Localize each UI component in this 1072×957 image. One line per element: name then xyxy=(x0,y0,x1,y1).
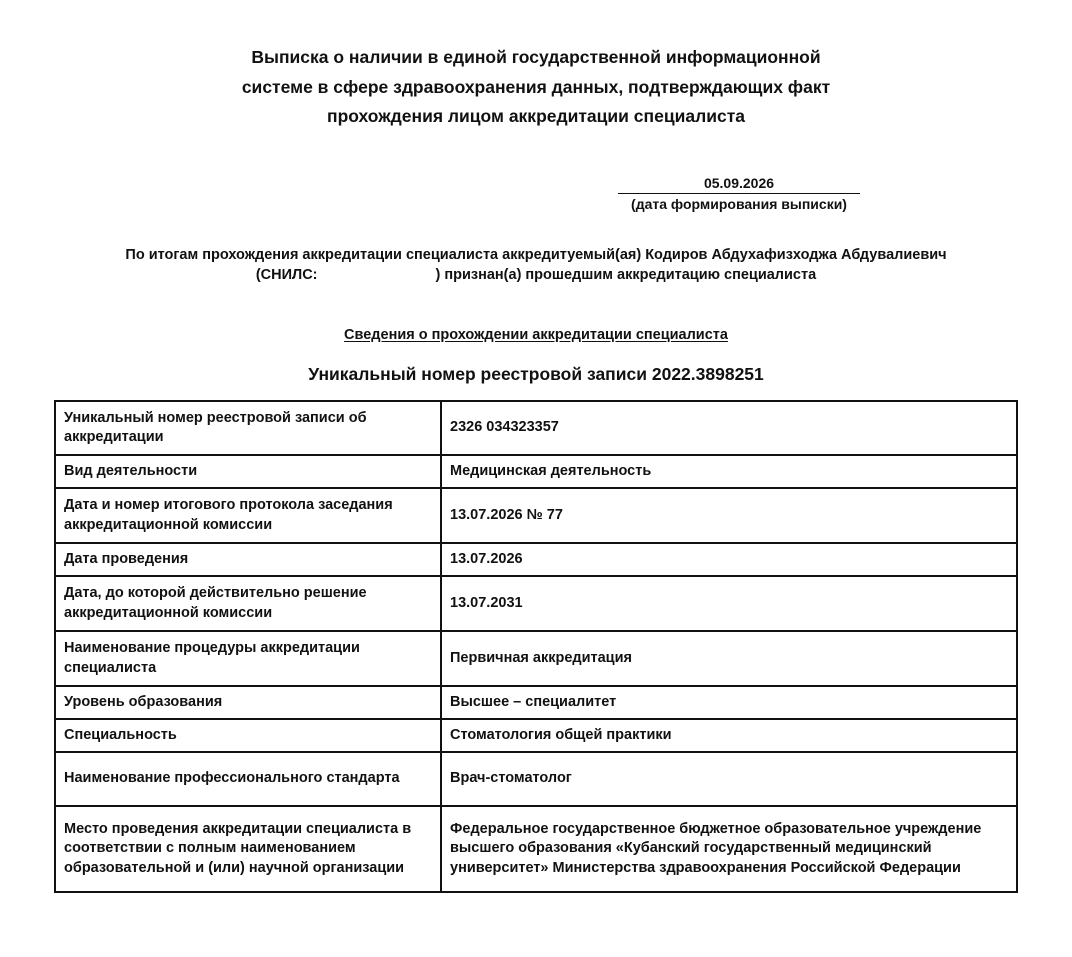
row-value: Стоматология общей практики xyxy=(441,719,1017,752)
table-row xyxy=(55,543,1017,576)
row-value: Высшее – специалитет xyxy=(441,686,1017,719)
row-label: Специальность xyxy=(55,719,441,752)
table-row xyxy=(55,686,1017,719)
row-value: Первичная аккредитация xyxy=(441,631,1017,686)
statement-line-2 xyxy=(0,265,1072,285)
row-label: Вид деятельности xyxy=(55,455,441,488)
row-label: Наименование процедуры аккредитации специалиста xyxy=(55,631,441,686)
section-heading xyxy=(0,325,1072,345)
issue-date-value: 05.09.2026 xyxy=(618,172,860,194)
snils-label: (СНИЛС: xyxy=(255,267,318,283)
row-value: 13.07.2026 xyxy=(441,543,1017,576)
row-label: Место проведения аккредитации специалиста в соответствии с полным наименованием образовательной и (или) научной организации xyxy=(55,806,441,892)
row-value: 13.07.2031 xyxy=(441,576,1017,631)
table-row xyxy=(55,455,1017,488)
section-heading-text: Сведения о прохождении аккредитации специалиста xyxy=(344,327,728,343)
table-row xyxy=(55,576,1017,631)
document-title-line: Выписка о наличии в единой государственной информационной xyxy=(251,47,821,67)
document-title xyxy=(0,43,1072,132)
statement-line-2-end: ) признан(а) прошедшим аккредитацию специалиста xyxy=(435,267,817,283)
table-body xyxy=(55,401,1017,892)
row-value: Федеральное государственное бюджетное образовательное учреждение высшего образования «Кубанский государственный медицинский университет» Министерства здравоохранения Российской Федерации xyxy=(441,806,1017,892)
table-row xyxy=(55,806,1017,892)
statement-line-1: По итогам прохождения аккредитации специалиста аккредитуемый(ая) Кодиров Абдухафизходжа Абдувалиевич xyxy=(125,247,947,263)
table-row xyxy=(55,719,1017,752)
issue-date-block xyxy=(614,172,864,214)
row-label: Дата и номер итогового протокола заседания аккредитационной комиссии xyxy=(55,488,441,543)
document-title-line: системе в сфере здравоохранения данных, подтверждающих факт xyxy=(241,76,831,97)
table-row xyxy=(55,752,1017,806)
issue-date-caption: (дата формирования выписки) xyxy=(631,196,847,212)
table-row xyxy=(55,631,1017,686)
row-label: Наименование профессионального стандарта xyxy=(55,752,441,806)
table-row xyxy=(55,488,1017,543)
row-label: Дата проведения xyxy=(55,543,441,576)
row-value: Врач-стоматолог xyxy=(441,752,1017,806)
table-row xyxy=(55,401,1017,455)
row-value: 2326 034323357 xyxy=(441,401,1017,455)
document-title-line: прохождения лицом аккредитации специалиста xyxy=(327,106,745,126)
row-value: Медицинская деятельность xyxy=(441,455,1017,488)
row-value: 13.07.2026 № 77 xyxy=(441,488,1017,543)
registry-number-heading: Уникальный номер реестровой записи 2022.3898251 xyxy=(308,364,764,384)
accreditation-details-table xyxy=(54,400,1018,893)
row-label: Уникальный номер реестровой записи об аккредитации xyxy=(55,401,441,455)
row-label: Уровень образования xyxy=(55,686,441,719)
row-label: Дата, до которой действительно решение аккредитационной комиссии xyxy=(55,576,441,631)
accreditation-statement xyxy=(0,245,1072,285)
